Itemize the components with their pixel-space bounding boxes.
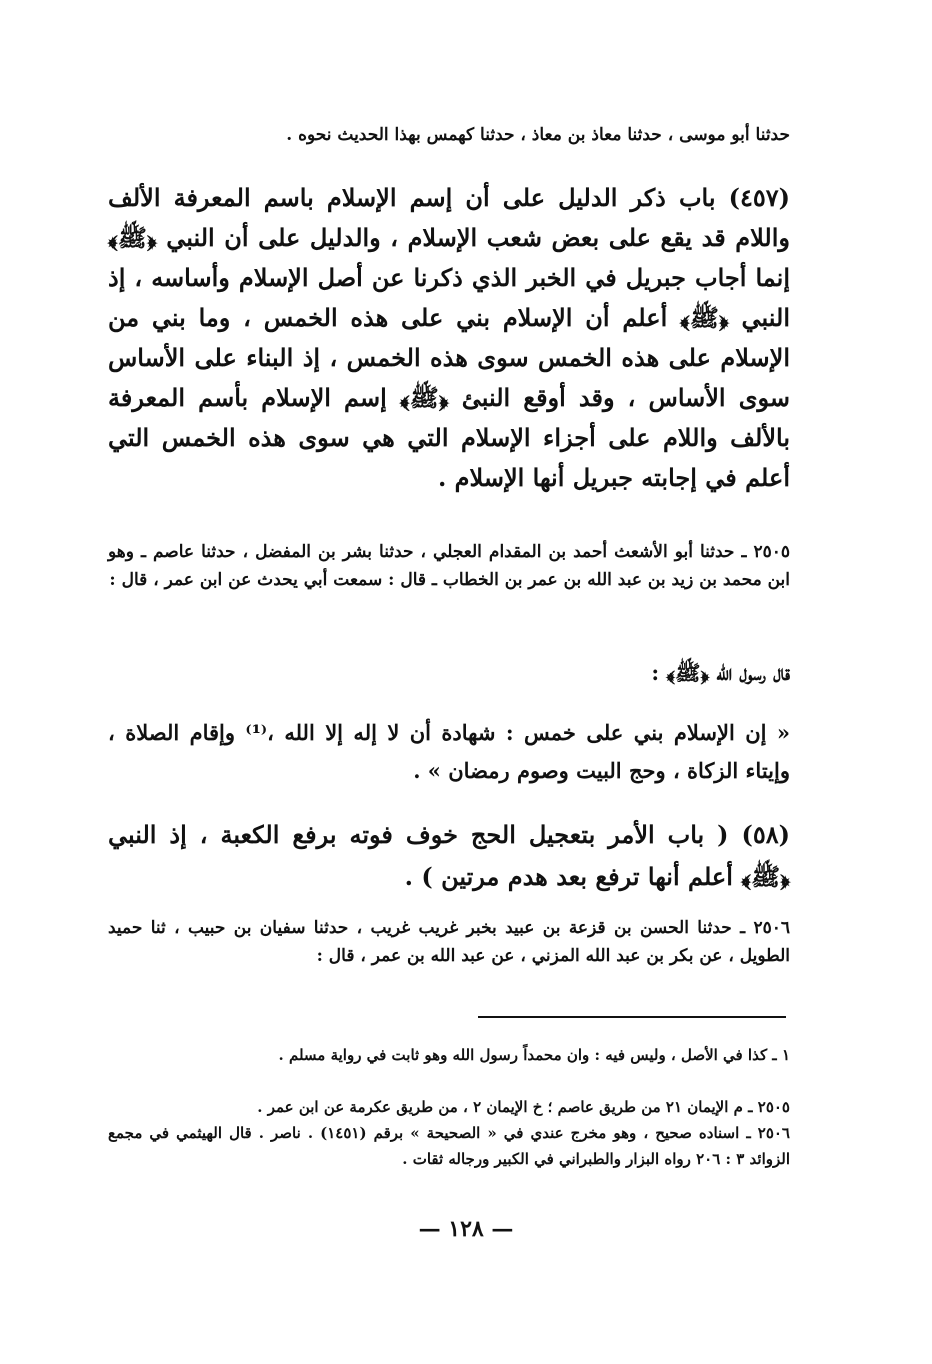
footnote-divider [478,1016,786,1018]
footnotes-takhrij [108,1094,790,1172]
qala-line: قال رسول الله ﴿ﷺ﴾ : [651,660,790,685]
hadith-2505-isnad: ٢٥٠٥ ـ حدثنا أبو الأشعث أحمد بن المقدام العجلي ، حدثنا بشر بن المفضل ، حدثنا عاصم ـ وهو ابن محمد بن زيد بن عبد الله بن عمر بن الخطاب ـ قال : سمعت أبي يحدث عن ابن عمر ، قال : [108,542,790,590]
footnote-2506: ٢٥٠٦ ـ اسناده صحيح ، وهو مخرج عندي في « الصحيحة » برقم (١٤٥١) . ناصر . قال الهيثمي في مجمع الزوائد ٣ : ٢٠٦ رواه البزار والطبراني في الكبير ورجاله ثقات . [108,1124,790,1168]
footnote-2505: ٢٥٠٥ ـ م الإيمان ٢١ من طريق عاصم ؛ خ الإيمان ٢ ، من طريق عكرمة عن ابن عمر . [257,1098,790,1116]
footnote-1: ١ ـ كذا في الأصل ، وليس فيه : وان محمداً رسول الله وهو ثابت في رواية مسلم . [278,1046,790,1064]
chapter-heading-57: (٤٥٧) باب ذكر الدليل على أن إسم الإسلام باسم المعرفة الألف واللام قد يقع على بعض شعب الإسلام ، والدليل على أن النبي ﴿ﷺ﴾ إنما أجاب جبريل في الخبر الذي ذكرنا عن أصل الإسلام وأساسه ، إذ النبي ﴿ﷺ﴾ أعلم أن الإسلام بني على هذه الخمس ، وما بني من الإسلام على هذه الخمس سوى هذه الخمس ، إذ البناء على الأساس سوى الأساس ، وقد أوقع النبئ ﴿ﷺ﴾ إسم الإسلام بأسم المعرفة بالألف واللام على أجزاء الإسلام التي هي سوى هذه الخمس التي أعلم في إجابته جبريل أنها الإسلام . [108,183,790,492]
chapter-heading-58: (٥٨) ( باب الأمر بتعجيل الحج خوف فوته برفع الكعبة ، إذ النبي ﴿ﷺ﴾ أعلم أنها ترفع بعد هدم مرتين ) . [108,820,790,891]
hadith-matn: « إن الإسلام بني على خمس : شهادة أن لا إله إلا الله ،⁽¹⁾ وإقام الصلاة ، وإيتاء الزكاة ، وحج البيت وصوم رمضان » . [108,720,790,783]
header-line: حدثنا أبو موسى ، حدثنا معاذ بن معاذ ، حدثنا كهمس بهذا الحديث نحوه . [286,125,790,145]
hadith-2506-isnad: ٢٥٠٦ ـ حدثنا الحسن بن قزعة بن عبيد بخبر غريب غريب ، حدثنا سفيان بن حبيب ، ثنا حميد الطويل ، عن بكر بن عبد الله المزني ، عن عبد الله بن عمر ، قال : [108,918,790,966]
page-number: — ١٢٨ — [418,1216,514,1242]
